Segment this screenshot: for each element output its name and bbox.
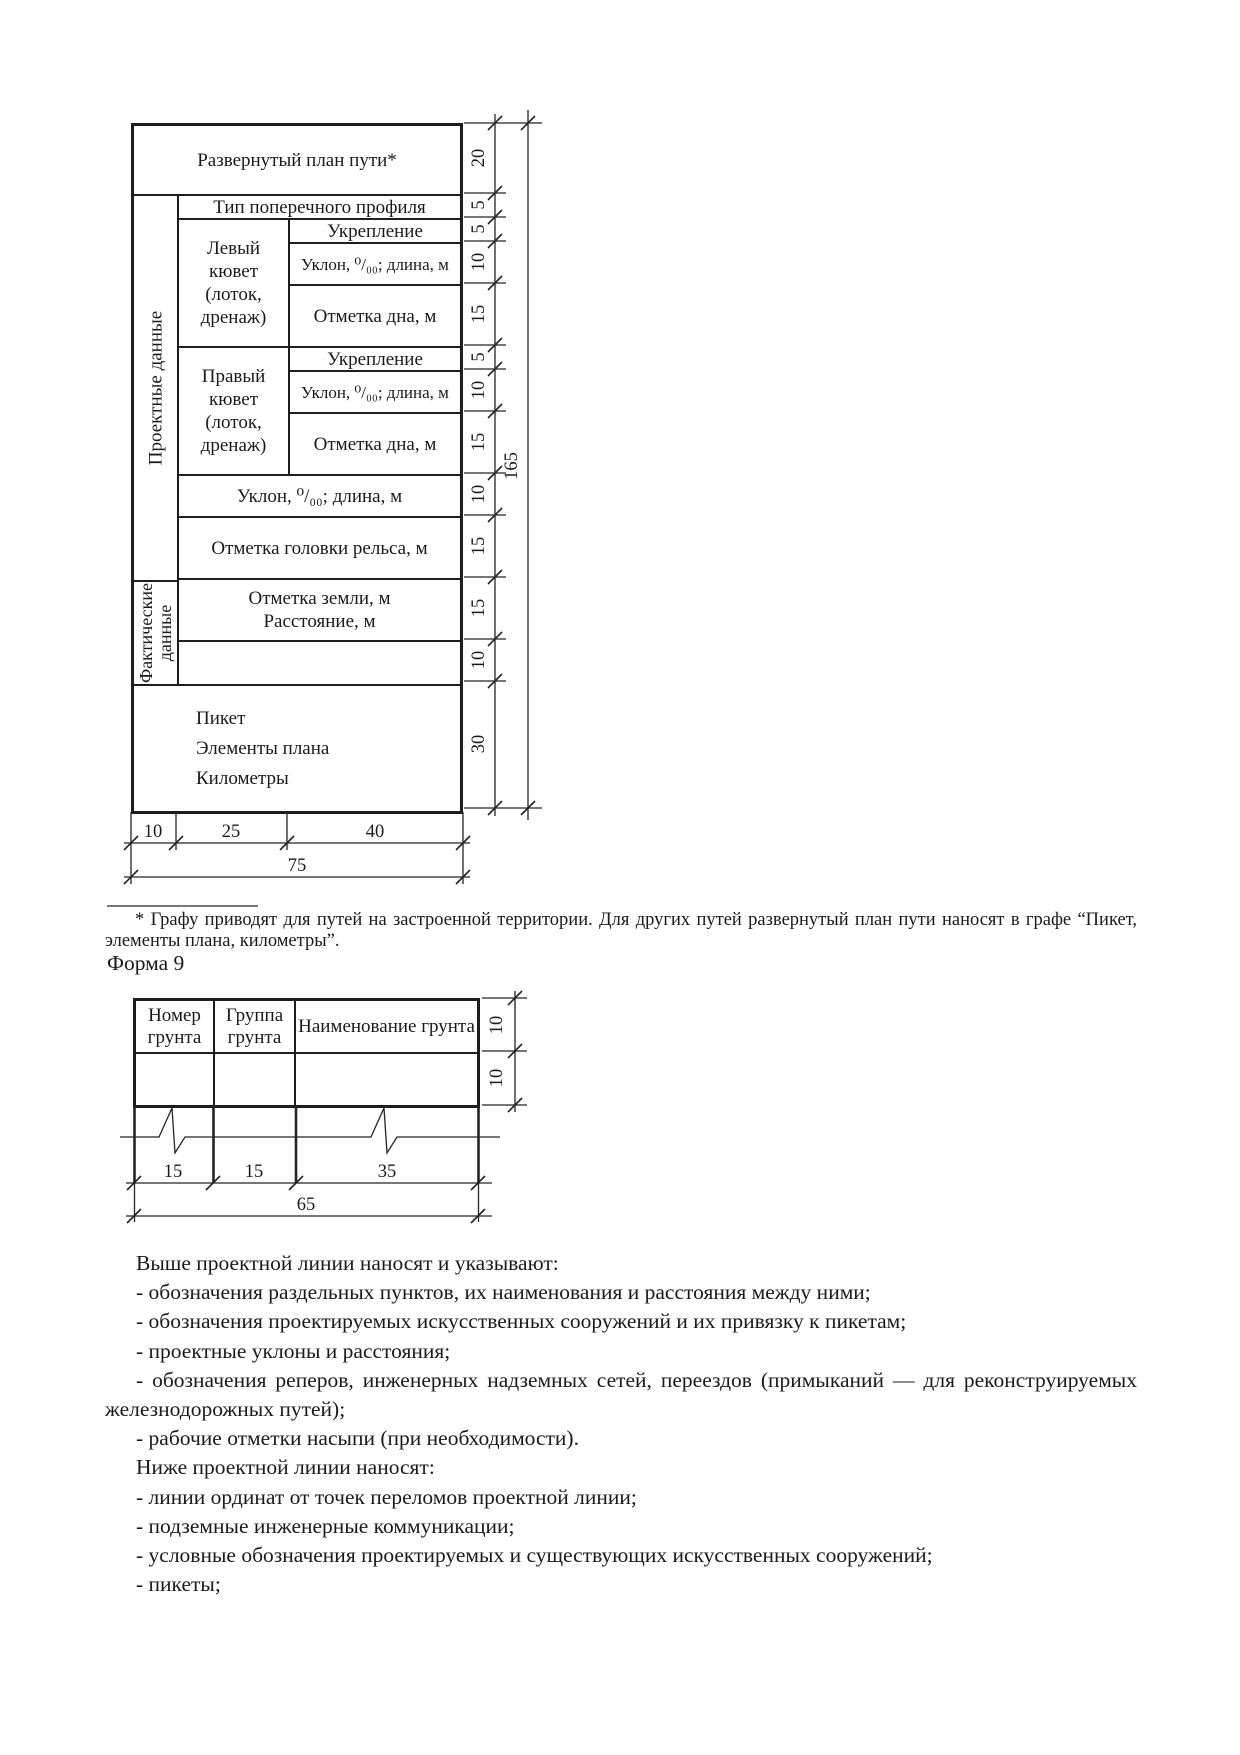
actual-data-label: Фактические данные xyxy=(135,582,175,684)
dim-label: 40 xyxy=(365,822,385,842)
soil-number-header-cell: Номер грунта xyxy=(136,1001,215,1052)
form8-content-column xyxy=(179,196,460,684)
project-data-label: Проектные данные xyxy=(145,310,166,466)
picket-label: Пикет xyxy=(196,707,246,729)
bottom-mark-cell: Отметка дна, м xyxy=(313,305,437,327)
plan-elements-label: Элементы плана xyxy=(196,737,330,759)
dim-label: 15 xyxy=(469,536,489,556)
ground-mark-label: Отметка земли, м xyxy=(248,588,391,609)
empty-row-cell xyxy=(179,642,460,684)
ground-mark-distance-cell xyxy=(179,580,460,642)
body-paragraph: - условные обозначения проектируемых и существующих искусственных сооружений; xyxy=(136,1543,933,1568)
dim-label: 10 xyxy=(487,1015,507,1035)
slope-length-cell: Уклон, ⁰/₀₀; длина, м xyxy=(290,244,460,286)
empty-cell xyxy=(296,1054,477,1105)
dim-label: 25 xyxy=(221,822,241,842)
actual-data-group-cell xyxy=(134,582,177,684)
dim-label: 15 xyxy=(469,304,489,324)
dim-total-label: 65 xyxy=(296,1195,316,1215)
dim-label: 35 xyxy=(377,1162,397,1182)
dim-label: 10 xyxy=(469,650,489,670)
body-paragraph: - проектные уклоны и расстояния; xyxy=(136,1338,451,1363)
strengthening-cell: Укрепление xyxy=(290,348,460,372)
form8-group-column xyxy=(134,196,179,684)
dim-total-label: 75 xyxy=(287,856,307,876)
right-ditch-block xyxy=(179,348,460,476)
strengthening-cell: Укрепление xyxy=(290,220,460,244)
dim-label: 20 xyxy=(469,148,489,168)
body-text xyxy=(105,1249,1137,1599)
dim-label: 5 xyxy=(469,352,489,362)
empty-cell xyxy=(136,1054,215,1105)
form8-table xyxy=(131,123,463,814)
project-data-group-cell xyxy=(134,196,177,582)
empty-cell xyxy=(215,1054,296,1105)
dim-label: 10 xyxy=(143,822,163,842)
dim-label: 15 xyxy=(163,1162,183,1182)
bottom-mark-cell: Отметка дна, м xyxy=(313,433,437,455)
rail-head-mark-cell: Отметка головки рельса, м xyxy=(179,518,460,580)
dim-label: 30 xyxy=(469,734,489,754)
left-ditch-block xyxy=(179,220,460,348)
dim-total-label: 165 xyxy=(502,452,522,480)
body-paragraph: - обозначения реперов, инженерных надземных сетей, переездов (примыканий — для реконструируемых железнодорожных путей); xyxy=(105,1367,1137,1422)
left-ditch-cell: Левый кювет (лоток, дренаж) xyxy=(179,220,290,346)
picket-plan-kilometers-cell xyxy=(134,684,460,811)
form8-mid-section xyxy=(134,196,460,684)
slope-length-cell: Уклон, ⁰/₀₀; длина, м xyxy=(179,476,460,518)
dim-label: 15 xyxy=(469,598,489,618)
form8-title-cell: Развернутый план пути* xyxy=(134,126,460,196)
dim-label: 15 xyxy=(244,1162,264,1182)
body-paragraph: - пикеты; xyxy=(136,1572,221,1597)
cross-profile-type-cell: Тип поперечного профиля xyxy=(179,196,460,220)
dim-label: 10 xyxy=(469,380,489,400)
dim-label: 5 xyxy=(469,224,489,234)
body-paragraph: - обозначения проектируемых искусственных сооружений и их привязку к пикетам; xyxy=(136,1309,907,1334)
dim-label: 5 xyxy=(469,200,489,210)
footnote: * Графу приводят для путей на застроенной территории. Для других путей развернутый план пути наносят в графе “Пикет, элементы плана, километры”. xyxy=(105,910,1137,951)
body-paragraph: - линии ординат от точек переломов проектной линии; xyxy=(136,1484,637,1509)
right-ditch-cell: Правый кювет (лоток, дренаж) xyxy=(179,348,290,474)
dim-label: 10 xyxy=(469,252,489,272)
body-paragraph: - обозначения раздельных пунктов, их наименования и расстояния между ними; xyxy=(136,1280,871,1305)
distance-label: Расстояние, м xyxy=(263,611,376,632)
kilometers-label: Километры xyxy=(196,767,289,789)
body-paragraph: Ниже проектной линии наносят: xyxy=(136,1455,435,1480)
body-paragraph: - рабочие отметки насыпи (при необходимости). xyxy=(136,1426,579,1451)
dim-label: 15 xyxy=(469,432,489,452)
body-paragraph: - подземные инженерные коммуникации; xyxy=(136,1513,515,1538)
dim-label: 10 xyxy=(487,1068,507,1088)
form9-table xyxy=(133,998,480,1108)
body-paragraph: Выше проектной линии наносят и указывают: xyxy=(136,1251,559,1275)
dim-label: 10 xyxy=(469,484,489,504)
soil-group-header-cell: Группа грунта xyxy=(215,1001,296,1052)
soil-name-header-cell: Наименование грунта xyxy=(298,1015,475,1037)
form9-heading: Форма 9 xyxy=(107,951,185,975)
slope-length-cell: Уклон, ⁰/₀₀; длина, м xyxy=(290,372,460,414)
